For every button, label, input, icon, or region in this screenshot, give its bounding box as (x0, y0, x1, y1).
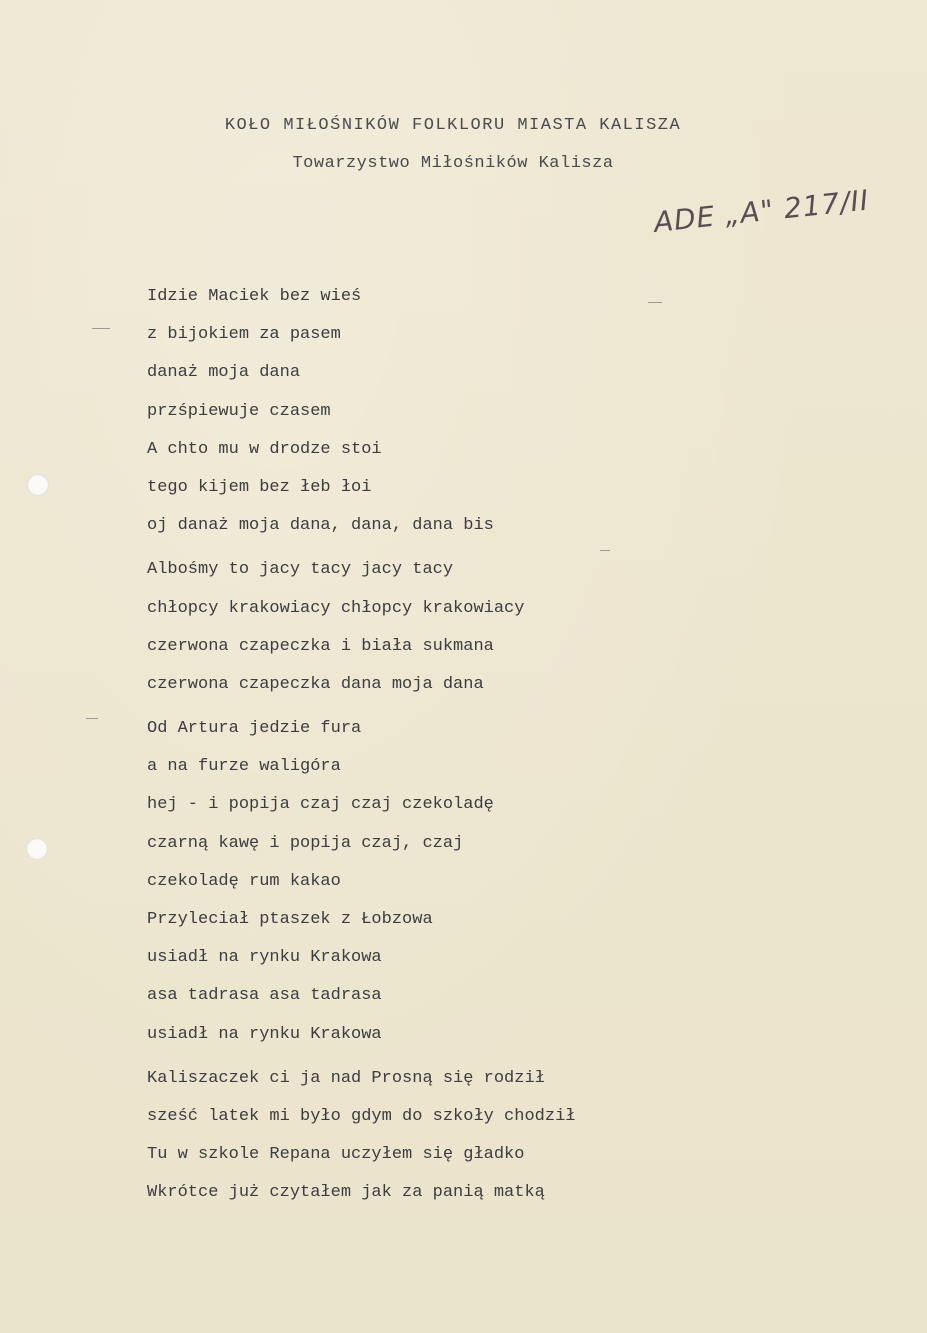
verse-line: chłopcy krakowiacy chłopcy krakowiacy (147, 598, 525, 618)
verse-line: Albośmy to jacy tacy jacy tacy (147, 560, 454, 580)
verse-line: sześć latek mi było gdym do szkoły chodził (147, 1106, 576, 1126)
archive-signature: ADE „A" 217/II (652, 183, 871, 239)
verse-line: z bijokiem za pasem (147, 325, 341, 345)
punch-hole-top (27, 474, 49, 496)
verse-line: Przyleciał ptaszek z Łobzowa (147, 910, 433, 929)
song-verses (147, 283, 867, 1218)
verse-line: czekoladę rum kakao (147, 871, 341, 891)
verse-line: czarną kawę i popija czaj, czaj (147, 833, 464, 853)
verse-line: oj danaż moja dana, dana, dana bis (147, 516, 494, 536)
verse-line: a na furze waligóra (147, 757, 341, 777)
verse-line: usiadł na rynku Krakowa (147, 1024, 382, 1044)
stanza-3 (147, 715, 867, 1059)
verse-line: Od Artura jedzie fura (147, 719, 362, 739)
verse-line: Wkrótce już czytałem jak za panią matką (147, 1183, 545, 1203)
verse-line: Tu w szkole Repana uczyłem się gładko (147, 1145, 525, 1165)
organization-title: KOŁO MIŁOŚNIKÓW FOLKLORU MIASTA KALISZA (224, 116, 682, 135)
verse-line: A chto mu w drodze stoi (147, 439, 382, 459)
paper-speck (86, 718, 98, 719)
stanza-4 (147, 1065, 867, 1218)
stanza-2 (147, 556, 867, 709)
verse-line: czerwona czapeczka dana moja dana (147, 674, 484, 694)
society-subtitle: Towarzystwo Miłośników Kalisza (292, 154, 614, 173)
paper-speck (92, 328, 110, 329)
stanza-1 (147, 283, 867, 550)
verse-line: tego kijem bez łeb łoi (147, 477, 372, 497)
verse-line: danaż moja dana (147, 363, 301, 383)
punch-hole-bottom (26, 838, 48, 860)
verse-line: asa tadrasa asa tadrasa (147, 986, 382, 1006)
verse-line: usiadł na rynku Krakowa (147, 948, 382, 968)
verse-line: przśpiewuje czasem (147, 401, 331, 421)
verse-line: czerwona czapeczka i biała sukmana (147, 636, 494, 656)
verse-line: hej - i popija czaj czaj czekoladę (147, 795, 494, 815)
verse-line: Idzie Maciek bez wieś (147, 287, 362, 306)
verse-line: Kaliszaczek ci ja nad Prosną się rodził (147, 1068, 545, 1088)
